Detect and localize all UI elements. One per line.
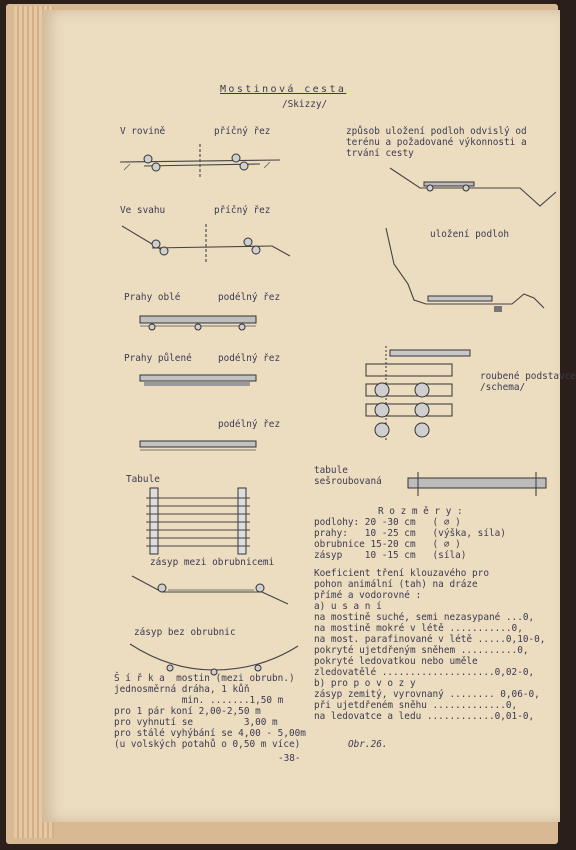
sirka-line-1: Š í ř k a mostin (mezi obrubn.) xyxy=(114,673,295,684)
label-roubene-1: roubené podstavce xyxy=(480,371,576,382)
sketch-podelny-rez xyxy=(138,436,268,454)
label-ve-svahu: Ve svahu xyxy=(120,205,166,216)
sketch-roubene-podstavce xyxy=(360,346,472,446)
koef-line-2: pohon animální (tah) na dráze xyxy=(314,579,478,590)
page-title: Mostinová cesta xyxy=(220,84,347,95)
koef-line-9: pokryté ledovatkou nebo uměle xyxy=(314,656,478,667)
sirka-line-2: jednosměrná dráha, 1 kůň xyxy=(114,684,250,695)
label-prahy-oble: Prahy oblé xyxy=(124,292,181,303)
rozmery-row-1: podlohy: 20 -30 cm ( ⌀ ) xyxy=(314,517,461,528)
page-number: -38- xyxy=(278,753,301,764)
label-v-rovine: V rovině xyxy=(120,126,166,137)
label-tabule-sesr-1: tabule xyxy=(314,465,348,476)
koef-line-14: na ledovatce a ledu ............0,01-0, xyxy=(314,711,535,722)
koef-line-10: zledovatělé ....................0,02-0, xyxy=(314,667,535,678)
sirka-line-3: min. .......1,50 m xyxy=(114,695,284,706)
sketch-prahy-oble xyxy=(138,310,268,332)
sketch-v-rovine xyxy=(120,142,290,182)
page-subtitle: /Skizzy/ xyxy=(282,99,328,110)
rozmery-row-2: prahy: 10 -25 cm (výška, síla) xyxy=(314,528,506,539)
sketch-prahy-pulene xyxy=(138,370,268,390)
sketch-zpusob-ulozeni xyxy=(390,162,558,210)
rozmery-row-3: obrubnice 15-20 cm ( ⌀ ) xyxy=(314,539,461,550)
rozmery-heading: R o z m ě r y : xyxy=(378,506,463,517)
text-zpusob-2: terénu a požadované výkonnosti a xyxy=(346,137,527,148)
document-page xyxy=(42,10,576,822)
koef-line-7: na most. parafinované v létě .....0,10-0, xyxy=(314,634,546,645)
koef-line-3: přímé a vodorovné : xyxy=(314,590,422,601)
label-podelny-rez-1: podélný řez xyxy=(218,292,281,303)
sirka-line-4: pro 1 pár koní 2,00-2,50 m xyxy=(114,706,261,717)
sirka-line-6: pro stálé vyhýbání se 4,00 - 5,00m xyxy=(114,728,306,739)
koef-line-12: zásyp zemitý, vyrovnaný ........ 0,06-0, xyxy=(314,689,540,700)
label-tabule-sesr-2: sešroubovaná xyxy=(314,476,382,487)
label-pricny-rez-2: příčný řez xyxy=(214,205,271,216)
label-podelny-rez-3: podélný řez xyxy=(218,419,281,430)
koef-line-8: pokryté ujetdřeným sněhem ..........0, xyxy=(314,645,529,656)
sketch-ve-svahu xyxy=(122,220,292,270)
label-tabule: Tabule xyxy=(126,474,160,485)
sketch-ulozeni-podloh xyxy=(384,224,556,324)
label-podelny-rez-2: podélný řez xyxy=(218,353,281,364)
sketch-tabule xyxy=(146,486,256,558)
sketch-tabule-sesroubovana xyxy=(406,470,558,500)
label-pricny-rez-1: příčný řez xyxy=(214,126,271,137)
label-prahy-pulene: Prahy půlené xyxy=(124,353,192,364)
label-ulozeni-podloh: uložení podloh xyxy=(430,229,510,240)
koef-line-1: Koeficient tření klouzavého pro xyxy=(314,568,489,579)
figure-reference: Obr.26. xyxy=(348,739,388,750)
koef-line-6: na mostině mokré v létě ...........0, xyxy=(314,623,523,634)
sirka-line-5: pro vyhnutí se 3,00 m xyxy=(114,717,278,728)
label-zasyp-bez: zásyp bez obrubnic xyxy=(134,627,236,638)
label-zasyp-mezi: zásyp mezi obrubnicemi xyxy=(150,557,275,568)
koef-line-13: při ujetdřeném sněhu .............0, xyxy=(314,700,518,711)
rozmery-row-4: zásyp 10 -15 cm (síla) xyxy=(314,550,467,561)
text-zpusob-1: způsob uložení podloh odvislý od xyxy=(346,126,527,137)
koef-line-5: na mostině suché, semi nezasypané ...0, xyxy=(314,612,535,623)
sirka-line-7: (u volských potahů o 0,50 m více) xyxy=(114,739,301,750)
koef-line-11: b) pro p o v o z y xyxy=(314,678,416,689)
sketch-zasyp-mezi xyxy=(132,572,292,606)
koef-line-4: a) u s a n í xyxy=(314,601,382,612)
label-roubene-2: /schema/ xyxy=(480,382,526,393)
text-zpusob-3: trvání cesty xyxy=(346,148,414,159)
